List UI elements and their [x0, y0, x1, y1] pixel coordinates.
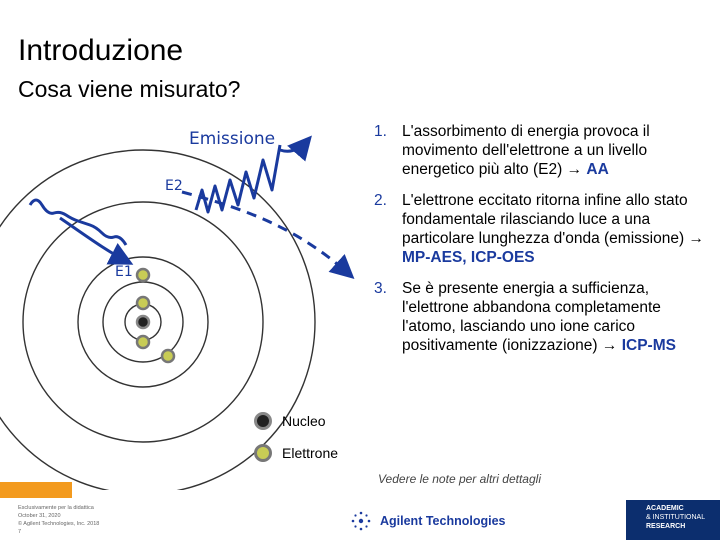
legend-electron-label: Elettrone — [282, 445, 339, 461]
nucleus — [137, 316, 149, 328]
nucleus-icon — [254, 412, 272, 430]
footer-copyright: © Agilent Technologies, Inc. 2018 — [18, 521, 100, 527]
arrow-icon: → — [566, 161, 583, 178]
electron — [162, 350, 174, 362]
e2-label: E2 — [165, 178, 183, 194]
absorbed-wave-arrow — [60, 218, 128, 262]
list-item — [372, 122, 712, 179]
agilent-logo — [350, 510, 505, 532]
legend-nucleus — [254, 412, 326, 430]
list-item — [372, 279, 712, 355]
orange-tab — [0, 482, 72, 498]
legend-electron — [254, 444, 338, 462]
footer-date: October 31, 2020 — [18, 513, 61, 519]
slide-title: Introduzione — [18, 34, 184, 67]
notes-reference: Vedere le note per altri dettagli — [378, 472, 541, 486]
technique-label: ICP-MS — [621, 337, 676, 354]
item-text: L'assorbimento di energia provoca il movimento dell'elettrone a un livello energetico più alto (E2) — [402, 123, 650, 178]
atom-diagram — [0, 110, 370, 490]
emission-arrow — [280, 140, 308, 151]
item-number: 1. — [374, 123, 387, 140]
electron — [137, 269, 149, 281]
slide-subtitle: Cosa viene misurato? — [18, 76, 241, 102]
arrow-icon: → — [688, 230, 704, 247]
badge-line-2: & INSTITUTIONAL — [646, 514, 706, 521]
badge-line-1: ACADEMIC — [646, 505, 684, 512]
footer-info — [18, 504, 99, 536]
brand-name: Agilent Technologies — [380, 514, 506, 528]
page-number: 7 — [18, 529, 22, 535]
technique-label: AA — [586, 161, 609, 178]
badge-line-3: RESEARCH — [646, 523, 686, 530]
electron — [137, 336, 149, 348]
explanation-list — [372, 122, 712, 367]
arrow-icon: → — [601, 337, 618, 354]
item-number: 2. — [374, 192, 387, 209]
technique-label: MP-AES, ICP-OES — [402, 249, 535, 266]
footer-line: Esclusivamente per la didattica — [18, 505, 94, 511]
item-text: L'elettrone eccitato ritorna infine allo stato fondamentale rilasciando luce a una particolare lunghezza d'onda (emissione) — [402, 192, 688, 247]
academic-research-badge — [626, 500, 720, 540]
item-text: Se è presente energia a sufficienza, l'elettrone abbandona completamente l'atomo, lasciando uno ione carico positivamente (ionizzazione) — [402, 280, 661, 354]
legend-nucleus-label: Nucleo — [282, 413, 326, 429]
item-number: 3. — [374, 280, 387, 297]
orbit-ring-4 — [0, 150, 315, 490]
emission-label: Emissione — [189, 129, 276, 149]
list-item — [372, 191, 712, 267]
e1-label: E1 — [115, 264, 133, 280]
electron-icon — [254, 444, 272, 462]
electron — [137, 297, 149, 309]
spark-icon — [350, 510, 372, 532]
